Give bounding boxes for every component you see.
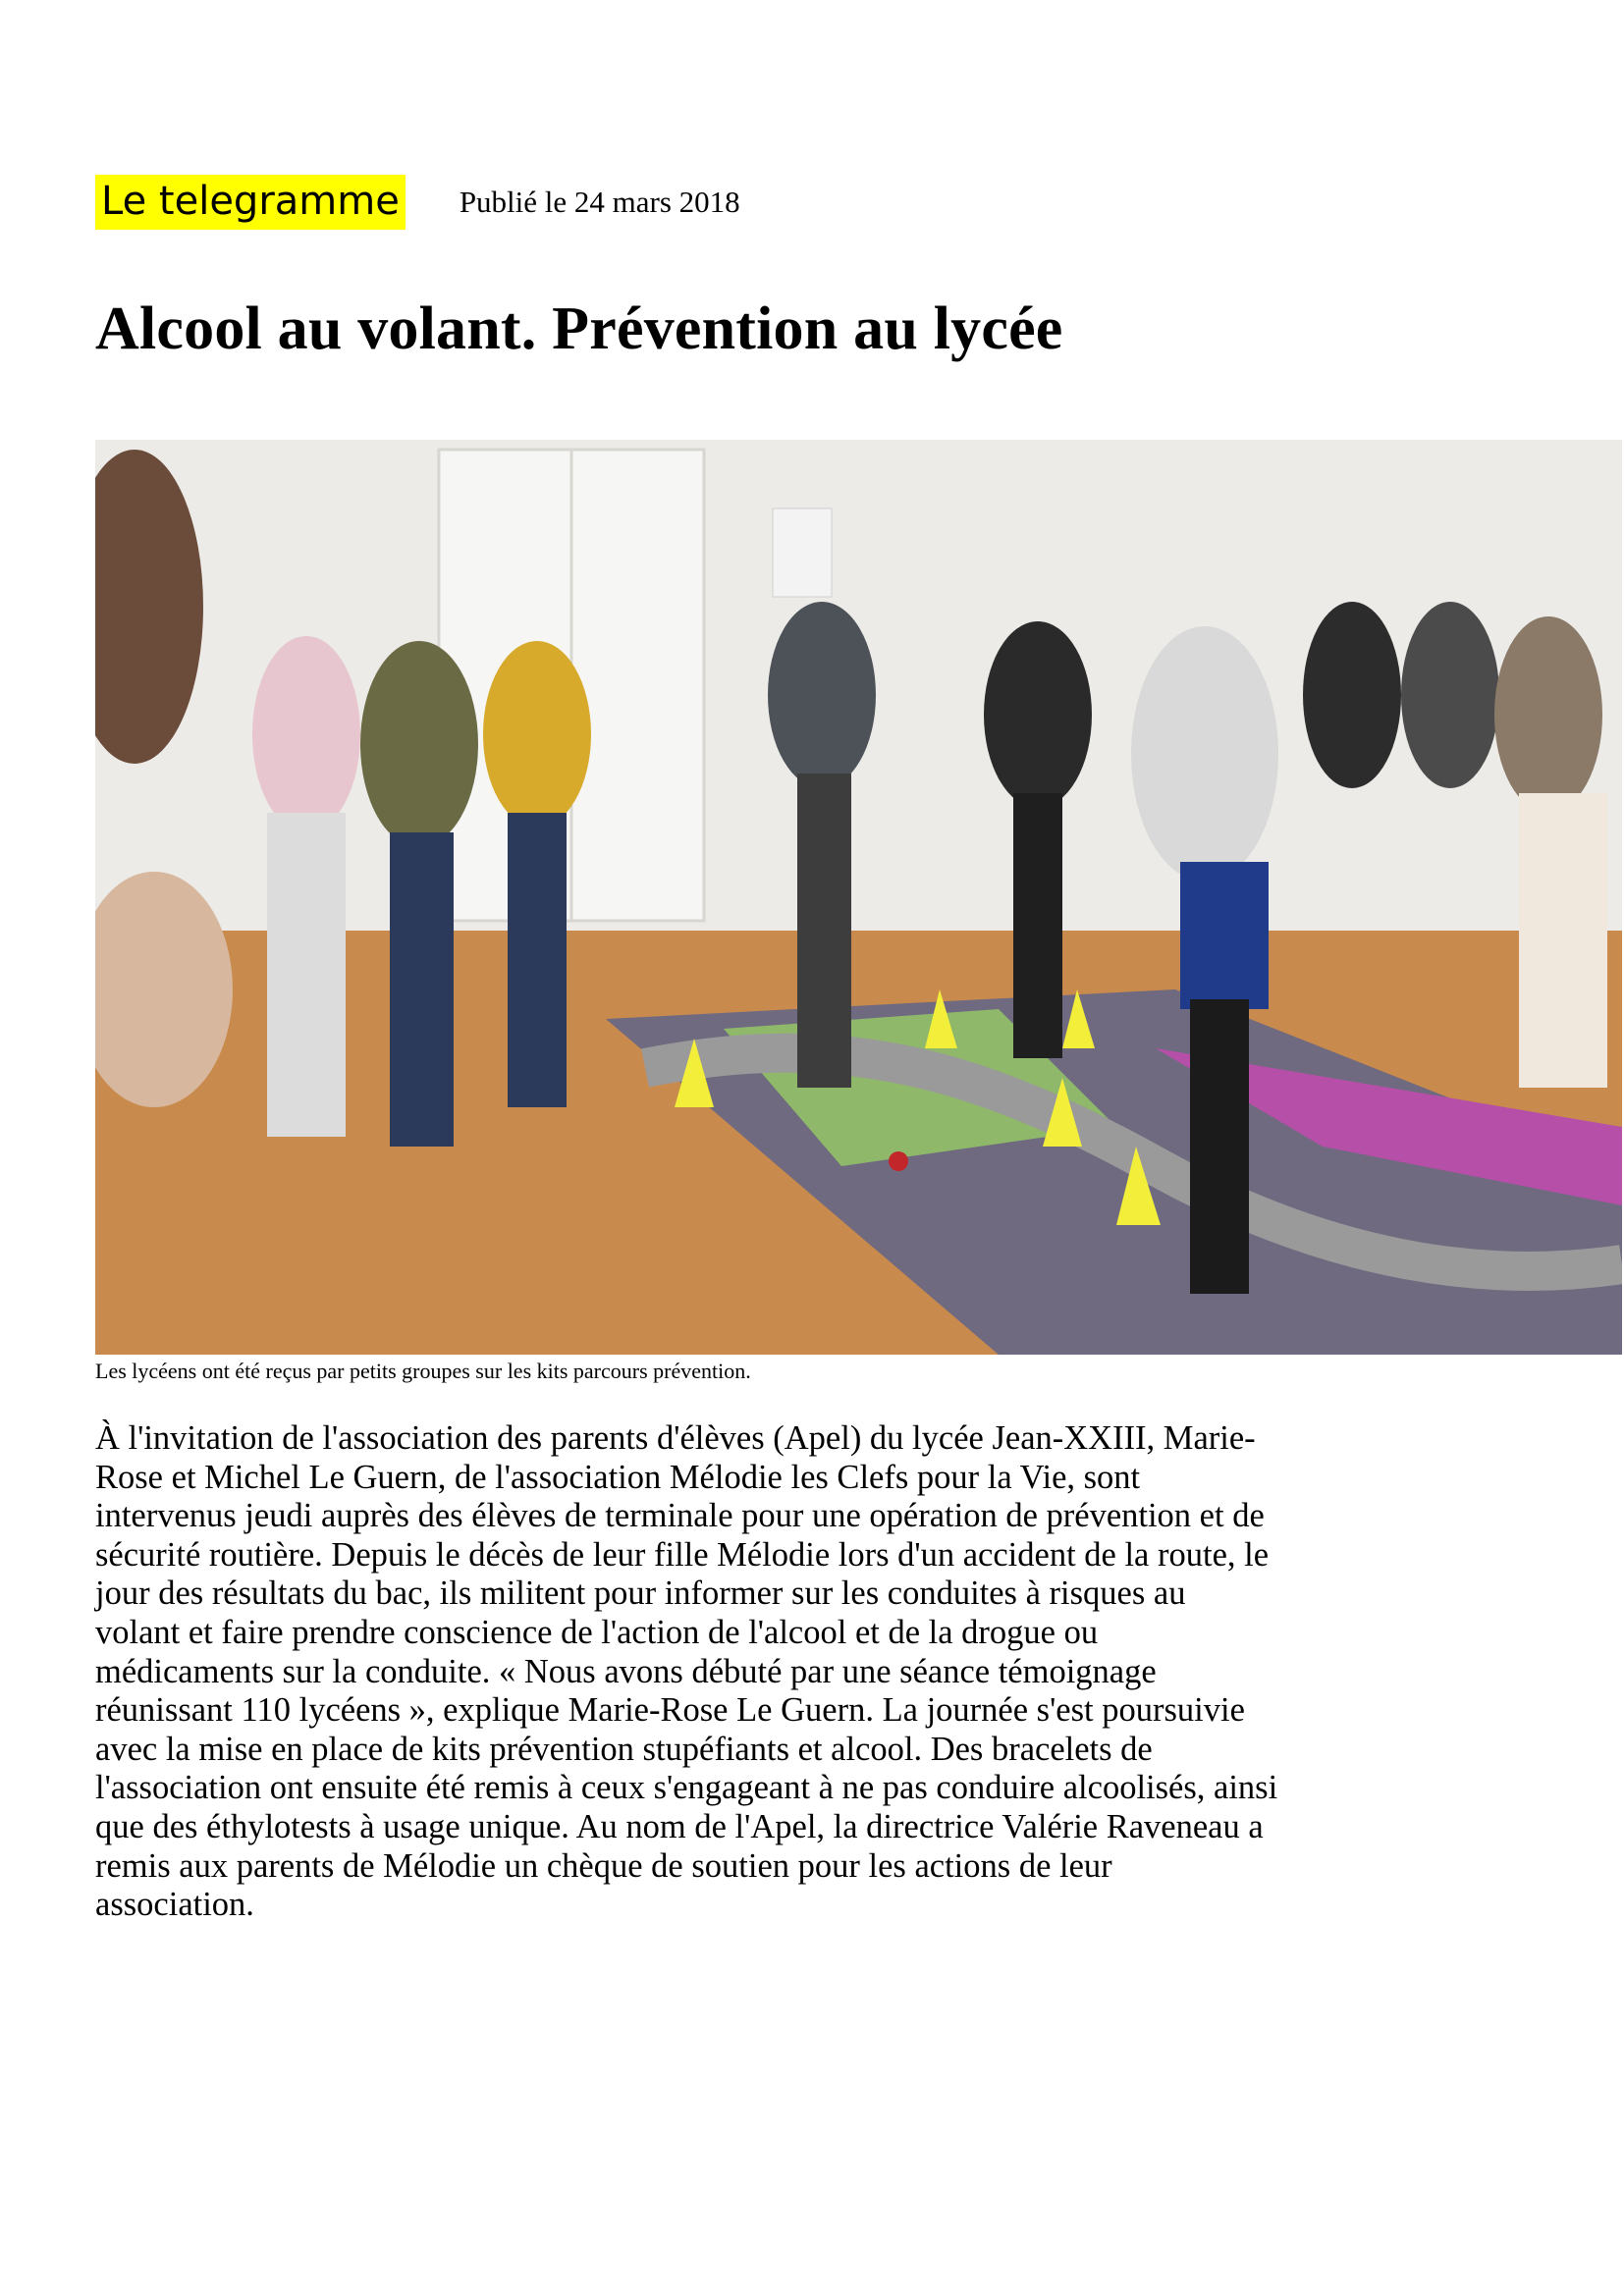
body-line: remis aux parents de Mélodie un chèque de soutien pour les actions de leur [95, 1846, 1112, 1885]
body-line: avec la mise en place de kits prévention stupéfiants et alcool. Des bracelets de [95, 1730, 1153, 1768]
photo-caption: Les lycéens ont été reçus par petits groupes sur les kits parcours prévention. [95, 1359, 751, 1383]
body-line: volant et faire prendre conscience de l'action de l'alcool et de la drogue ou [95, 1613, 1099, 1651]
publication-date: Publié le 24 mars 2018 [459, 185, 740, 219]
body-line: l'association ont ensuite été remis à ceux s'engageant à ne pas conduire alcoolisés, ainsi [95, 1769, 1278, 1807]
body-line: À l'invitation de l'association des parents d'élèves (Apel) du lycée Jean-XXIII, Marie- [95, 1419, 1256, 1457]
newspaper-name: Le telegramme [95, 175, 406, 230]
article-header [95, 167, 740, 238]
article-photo [95, 440, 1622, 1355]
body-line: médicaments sur la conduite. « Nous avons débuté par une séance témoignage [95, 1652, 1157, 1690]
article-body [95, 1419, 1440, 1925]
article-headline: Alcool au volant. Prévention au lycée [95, 295, 1063, 362]
body-line: sécurité routière. Depuis le décès de leur fille Mélodie lors d'un accident de la route, le [95, 1535, 1270, 1574]
body-line: Rose et Michel Le Guern, de l'association Mélodie les Clefs pour la Vie, sont [95, 1458, 1141, 1496]
body-line: jour des résultats du bac, ils militent pour informer sur les conduites à risques au [95, 1575, 1186, 1613]
body-line: que des éthylotests à usage unique. Au nom de l'Apel, la directrice Valérie Raveneau a [95, 1807, 1264, 1845]
body-line: intervenus jeudi auprès des élèves de terminale pour une opération de prévention et de [95, 1497, 1265, 1535]
body-line: réunissant 110 lycéens », explique Marie-Rose Le Guern. La journée s'est poursuivie [95, 1691, 1245, 1730]
body-line: association. [95, 1886, 254, 1924]
